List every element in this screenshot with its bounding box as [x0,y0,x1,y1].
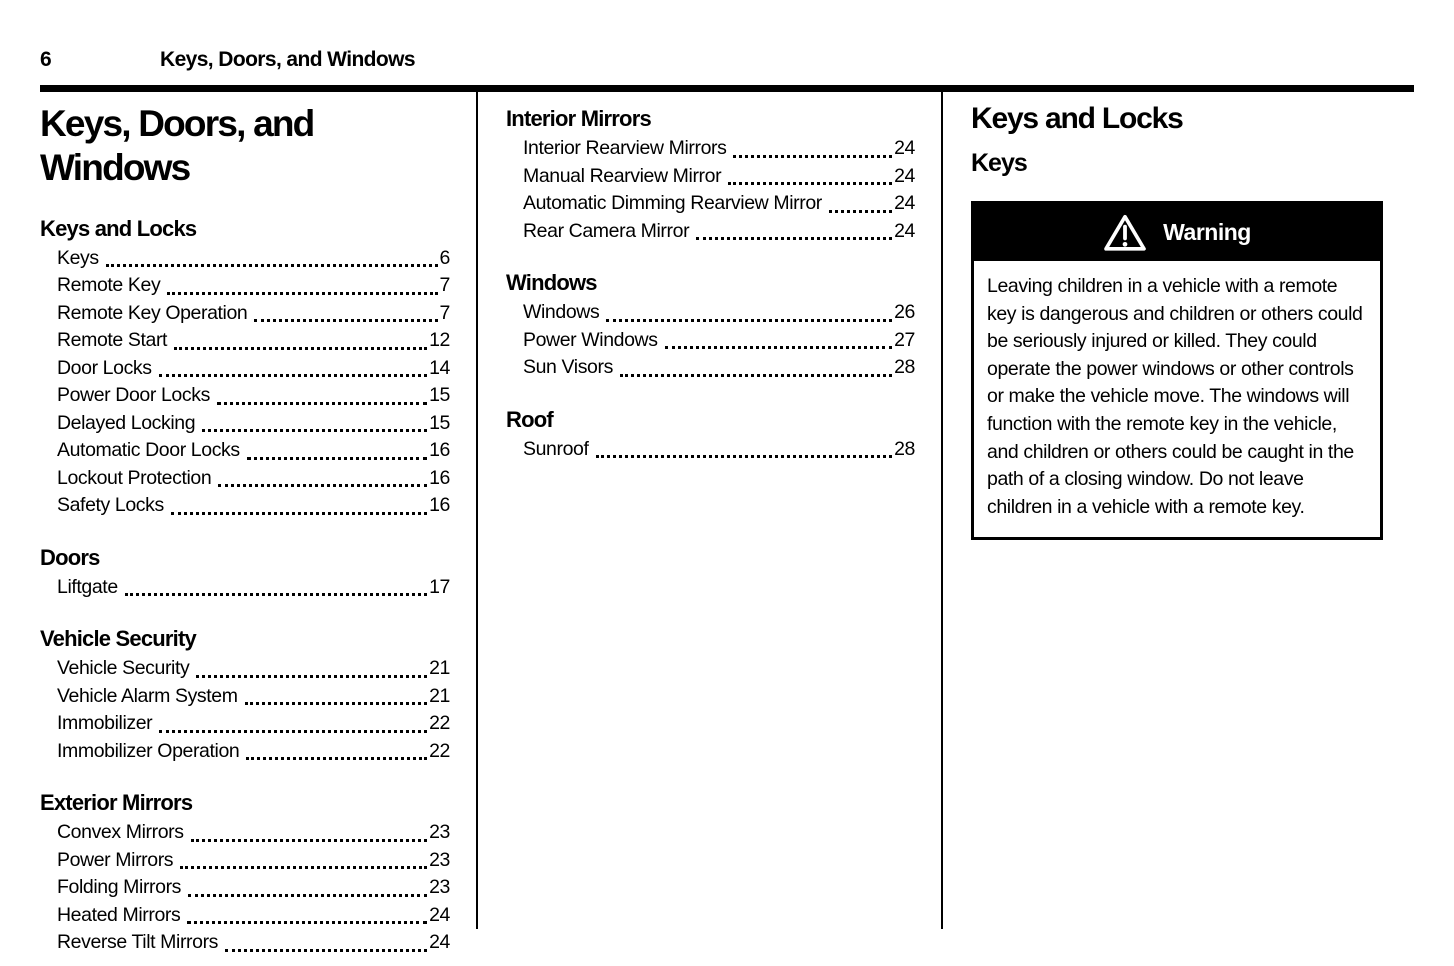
toc-section [40,216,450,520]
article-subsection-heading: Keys [971,149,1027,177]
toc-entry-page: 22 [429,739,450,762]
toc-dot-leader [167,292,437,295]
toc-dot-leader [188,894,427,897]
toc-entry [57,929,450,957]
warning-text: Leaving children in a vehicle with a remote key is dangerous and children or others could be seriously injured or killed. They could operate the power windows or other controls or make the vehicle move. The windows will function with the remote key in the vehicle, and children or others could be caught in the path of a closing window. Do not leave children in a vehicle with a remote key. [987,275,1363,518]
toc-entry-page: 23 [429,876,450,899]
header-rule [40,85,1414,92]
toc-entry [57,245,450,273]
toc-entry-label: Door Locks [57,356,152,379]
toc-entry-page: 15 [429,384,450,407]
toc-section [506,106,915,245]
toc-entry-page: 16 [429,466,450,489]
toc-entry-label: Remote Key Operation [57,301,248,324]
toc-middle [506,106,915,463]
toc-entry-page: 24 [894,192,915,214]
article-section-heading: Keys and Locks [971,102,1183,135]
toc-entry [57,272,450,300]
toc-entry [57,437,450,465]
toc-entry [523,218,915,246]
toc-entry [523,327,915,355]
toc-entry [57,710,450,738]
toc-entry-label: Automatic Dimming Rearview Mirror [523,192,822,214]
toc-entry-label: Immobilizer Operation [57,739,240,762]
toc-entry-page: 6 [439,246,450,269]
toc-dot-leader [159,730,427,733]
toc-section [506,270,915,382]
toc-dot-leader [125,593,427,596]
toc-entry-list [40,574,450,602]
toc-entry-page: 26 [894,301,915,323]
toc-dot-leader [187,921,427,924]
toc-entry [523,190,915,218]
warning-header [974,204,1380,261]
toc-entry-page: 21 [429,684,450,707]
toc-entry [523,436,915,464]
toc-entry-label: Vehicle Alarm System [57,684,238,707]
toc-entry-label: Vehicle Security [57,657,190,680]
toc-entry [57,327,450,355]
toc-entry [57,355,450,383]
toc-entry-page: 24 [894,137,915,159]
toc-entry-list [506,299,915,382]
toc-entry-page: 24 [429,903,450,926]
toc-dot-leader [246,757,427,760]
toc-entry-label: Power Door Locks [57,384,210,407]
toc-entry-list [40,655,450,765]
toc-dot-leader [254,319,437,322]
warning-box [971,201,1383,540]
toc-entry-list [40,245,450,520]
toc-dot-leader [829,210,892,213]
toc-entry-list [506,135,915,245]
toc-entry-label: Automatic Door Locks [57,439,240,462]
toc-entry-label: Heated Mirrors [57,903,181,926]
toc-dot-leader [106,264,438,267]
toc-dot-leader [202,429,427,432]
toc-entry-label: Keys [57,246,99,269]
toc-entry [57,492,450,520]
toc-entry-label: Delayed Locking [57,411,196,434]
toc-section-heading: Interior Mirrors [506,106,651,131]
toc-entry-page: 23 [429,821,450,844]
toc-entry-label: Rear Camera Mirror [523,219,690,242]
toc-entry-page: 21 [429,657,450,680]
toc-entry [57,382,450,410]
toc-dot-leader [733,155,892,158]
toc-dot-leader [225,949,427,952]
toc-entry [523,299,915,327]
toc-entry-label: Liftgate [57,575,118,598]
toc-entry-page: 15 [429,411,450,434]
warning-label: Warning [1163,219,1251,245]
toc-entry [523,354,915,382]
toc-dot-leader [191,839,428,842]
chapter-title: Keys, Doors, and Windows [40,103,314,189]
toc-section-heading: Exterior Mirrors [40,790,193,816]
toc-section-heading: Keys and Locks [40,215,197,241]
toc-entry [57,738,450,766]
toc-entry-page: 7 [439,301,450,324]
page-columns [40,92,1414,954]
toc-entry-label: Sun Visors [523,356,613,378]
toc-dot-leader [696,237,892,240]
toc-entry-label: Remote Start [57,329,168,352]
toc-entry-page: 17 [429,575,450,598]
toc-entry-label: Reverse Tilt Mirrors [57,931,219,954]
toc-entry-label: Power Mirrors [57,848,174,871]
toc-entry-label: Folding Mirrors [57,876,182,899]
toc-entry-page: 14 [429,356,450,379]
toc-dot-leader [665,346,893,349]
toc-entry-label: Convex Mirrors [57,821,184,844]
toc-entry-label: Remote Key [57,274,161,297]
toc-entry-label: Immobilizer [57,712,153,735]
toc-entry [57,902,450,930]
toc-entry-page: 24 [894,164,915,187]
toc-entry-label: Interior Rearview Mirrors [523,137,727,159]
page-number: 6 [40,48,52,71]
article-column [943,92,1414,929]
toc-entry [57,410,450,438]
toc-entry-label: Power Windows [523,328,658,351]
toc-dot-leader [606,319,892,322]
toc-dot-leader [196,675,427,678]
toc-dot-leader [728,182,892,185]
toc-entry-page: 22 [429,712,450,735]
toc-section [40,790,450,957]
toc-dot-leader [245,702,428,705]
toc-column-left [40,92,478,954]
toc-dot-leader [180,866,427,869]
toc-entry-page: 28 [894,437,915,460]
toc-entry-page: 16 [429,439,450,462]
toc-entry [57,874,450,902]
toc-column-middle [478,92,943,929]
toc-entry [57,819,450,847]
toc-entry-list [506,436,915,464]
toc-entry-page: 28 [894,356,915,378]
toc-section-heading: Doors [40,544,100,570]
toc-left [40,216,450,957]
running-title: Keys, Doors, and Windows [160,48,415,71]
toc-entry [523,135,915,163]
toc-entry [57,655,450,683]
toc-entry-label: Manual Rearview Mirror [523,164,722,187]
toc-section [40,545,450,602]
toc-dot-leader [171,512,427,515]
toc-entry [523,163,915,191]
toc-dot-leader [247,457,427,460]
toc-entry-page: 24 [894,219,915,242]
toc-entry-page: 24 [429,931,450,954]
warning-triangle-icon [1103,214,1147,252]
toc-entry [57,300,450,328]
toc-entry [57,683,450,711]
toc-section [506,407,915,464]
toc-entry-page: 7 [439,274,450,297]
toc-entry [57,847,450,875]
toc-section-heading: Windows [506,270,597,295]
toc-entry-label: Windows [523,301,600,323]
toc-section-heading: Roof [506,406,553,432]
toc-dot-leader [174,347,427,350]
toc-dot-leader [218,484,427,487]
toc-entry-label: Sunroof [523,437,589,460]
toc-dot-leader [159,374,427,377]
toc-entry-page: 27 [894,328,915,351]
toc-dot-leader [620,374,892,377]
toc-entry-page: 12 [429,329,450,352]
toc-section-heading: Vehicle Security [40,626,196,652]
toc-entry [57,574,450,602]
toc-entry-page: 16 [429,494,450,517]
toc-entry-label: Safety Locks [57,494,164,517]
toc-dot-leader [596,455,893,458]
toc-entry-page: 23 [429,848,450,871]
toc-entry-label: Lockout Protection [57,466,212,489]
toc-section [40,626,450,765]
toc-entry [57,465,450,493]
toc-dot-leader [217,402,427,405]
toc-entry-list [40,819,450,957]
running-header [40,40,1414,72]
